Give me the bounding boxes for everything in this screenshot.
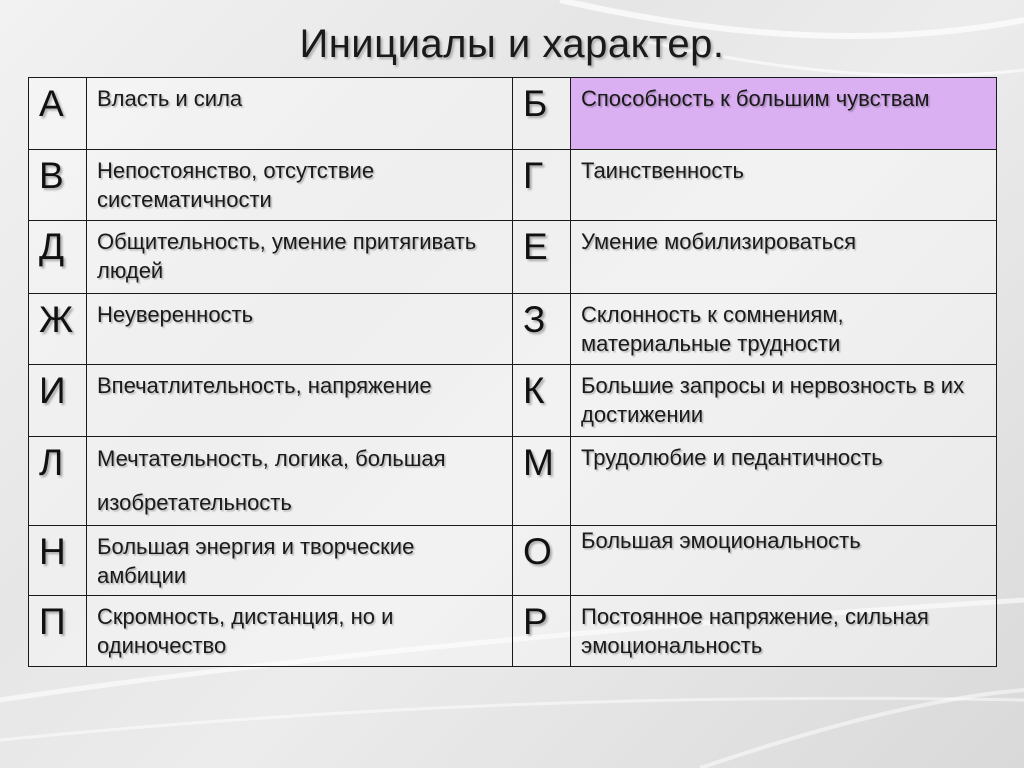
letter-cell: Д xyxy=(29,221,87,294)
trait-cell: Неуверенность xyxy=(87,294,513,365)
trait-cell: Постоянное напряжение, сильная эмоциональность xyxy=(571,596,997,667)
letter-cell: Р xyxy=(513,596,571,667)
letter-cell: И xyxy=(29,365,87,437)
trait-cell: Большая энергия и творческие амбиции xyxy=(87,526,513,596)
trait-cell: Общительность, умение притягивать людей xyxy=(87,221,513,294)
letter-cell: Е xyxy=(513,221,571,294)
letter-cell: А xyxy=(29,78,87,150)
trait-cell: Непостоянство, отсутствие систематичности xyxy=(87,150,513,221)
table-row xyxy=(29,78,997,150)
trait-cell: Большие запросы и нервозность в их достижении xyxy=(571,365,997,437)
letter-cell: О xyxy=(513,526,571,596)
trait-cell: Мечтательность, логика, большая изобретательность xyxy=(87,437,513,526)
letter-cell: Н xyxy=(29,526,87,596)
trait-cell-highlighted: Способность к большим чувствам xyxy=(571,78,997,150)
table-row xyxy=(29,437,997,526)
letter-cell: З xyxy=(513,294,571,365)
letter-cell: Г xyxy=(513,150,571,221)
trait-cell: Трудолюбие и педантичность xyxy=(571,437,997,526)
letter-cell: Л xyxy=(29,437,87,526)
trait-cell: Скромность, дистанция, но и одиночество xyxy=(87,596,513,667)
letter-cell: Ж xyxy=(29,294,87,365)
letter-cell: В xyxy=(29,150,87,221)
trait-cell: Таинственность xyxy=(571,150,997,221)
table-row xyxy=(29,221,997,294)
trait-cell: Умение мобилизироваться xyxy=(571,221,997,294)
initials-table xyxy=(28,77,997,667)
letter-cell: К xyxy=(513,365,571,437)
trait-cell: Власть и сила xyxy=(87,78,513,150)
table-row xyxy=(29,596,997,667)
trait-cell: Впечатлительность, напряжение xyxy=(87,365,513,437)
letter-cell: Б xyxy=(513,78,571,150)
table-row xyxy=(29,150,997,221)
letter-cell: П xyxy=(29,596,87,667)
letter-cell: М xyxy=(513,437,571,526)
table-row xyxy=(29,294,997,365)
trait-cell: Склонность к сомнениям, материальные трудности xyxy=(571,294,997,365)
trait-cell: Большая эмоциональность xyxy=(571,526,997,596)
table-row xyxy=(29,526,997,596)
slide-title: Инициалы и характер. xyxy=(299,22,725,66)
table-row xyxy=(29,365,997,437)
